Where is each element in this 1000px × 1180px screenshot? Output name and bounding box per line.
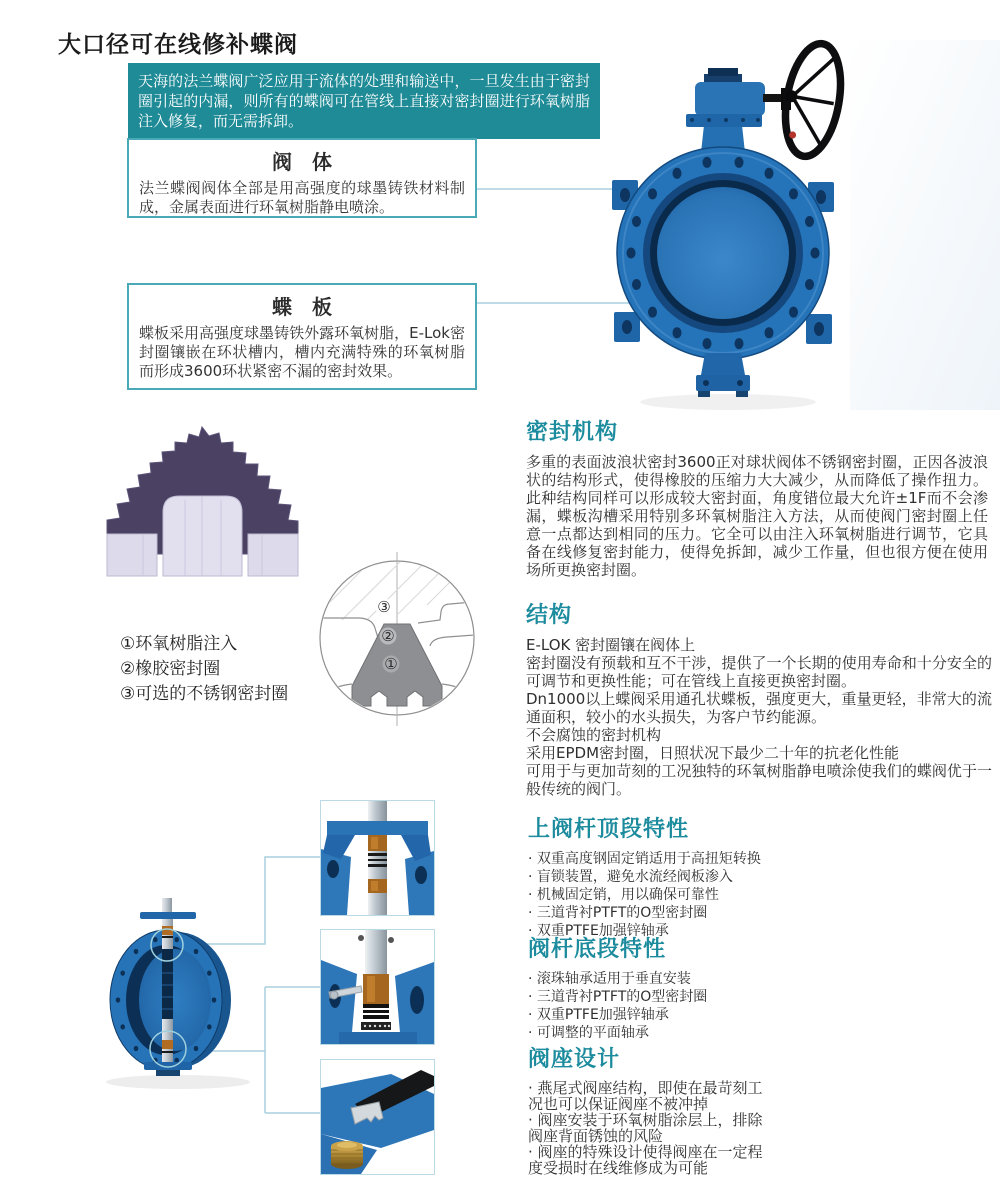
feature-item: · 三道背衬PTFT的O型密封圈 bbox=[528, 988, 988, 1006]
structure-line: 采用EPDM密封圈，日照状况下最少二十年的抗老化性能 bbox=[526, 744, 900, 762]
label-3-icon: ③ bbox=[377, 598, 391, 616]
section-heading: 密封机构 bbox=[526, 420, 619, 445]
legend-item: ①环氧树脂注入 bbox=[120, 634, 238, 654]
feature-item: · 双重高度钢固定销适用于高扭矩转换 bbox=[528, 850, 988, 868]
callout-disc bbox=[127, 283, 477, 390]
butterfly-valve-image bbox=[600, 30, 1000, 420]
feature-item: · 阀座安装于环氧树脂涂层上，排除阀座背面锈蚀的风险 bbox=[528, 1112, 768, 1144]
structure-line: E-LOK 密封圈镶在阀体上 bbox=[526, 636, 696, 654]
callout-disc-text: 蝶板采用高强度球墨铸铁外露环氧树脂，E-Lok密封圈镶嵌在环状槽内，槽内充满特殊的环氧树脂而形成3600环状紧密不漏的密封效果。 bbox=[139, 324, 465, 380]
section-stem-bottom bbox=[528, 932, 988, 1042]
intro-box bbox=[128, 63, 600, 139]
section-heading: 结构 bbox=[526, 603, 573, 628]
section-body: 多重的表面波浪状密封3600正对球状阀体不锈钢密封圈，正因各波浪状的结构形式，使得橡胶的压缩力大大减少，从而降低了操作扭力。此种结构同样可以形成较大密封面，角度错位最大允许±1F而不会渗漏，蝶板沟槽采用特别多环氧树脂注入方法，从而使阀门密封圈上任意一点都达到相同的压力。它全可以由注入环氧树脂进行调节，它具备在线修复密封能力，使得免拆卸，减少工作量，但也很方便在使用场所更换密封圈。 bbox=[526, 453, 988, 579]
structure-line: 密封圈没有预载和互不干涉，提供了一个长期的使用寿命和十分安全的可调节和更换性能；可在管线上直接更换密封圈。 bbox=[526, 654, 992, 690]
detail-seat-image bbox=[320, 1059, 435, 1175]
legend-item: ③可选的不锈钢密封圈 bbox=[120, 684, 289, 704]
callout-valve-body-title: 阀 体 bbox=[272, 150, 332, 174]
feature-item: · 机械固定销，用以确保可靠性 bbox=[528, 886, 988, 904]
seat-detail-diagram bbox=[312, 550, 482, 728]
feature-item: · 双重PTFE加强锌轴承 bbox=[528, 1006, 988, 1024]
feature-item: · 滚珠轴承适用于垂直安装 bbox=[528, 970, 988, 988]
feature-item: · 阀座的特殊设计使得阀座在一定程度受损时在线维修成为可能 bbox=[528, 1144, 768, 1176]
section-seal-mechanism bbox=[526, 415, 988, 579]
feature-item: · 燕尾式阀座结构，即使在最苛刻工况也可以保证阀座不被冲掉 bbox=[528, 1080, 768, 1112]
valve-disc bbox=[657, 187, 789, 319]
label-2-icon: ② bbox=[381, 627, 395, 645]
callout-disc-title: 蝶 板 bbox=[272, 295, 332, 319]
callout-valve-body bbox=[127, 138, 477, 218]
feature-item: · 可调整的平面轴承 bbox=[528, 1024, 988, 1042]
valve-side-view-image bbox=[78, 876, 330, 1094]
intro-text: 天海的法兰蝶阀广泛应用于流体的处理和输送中，一旦发生由于密封圈引起的内漏，则所有的蝶阀可在管线上直接对密封圈进行环氧树脂注入修复，而无需拆卸。 bbox=[138, 72, 590, 130]
detail-bottom-stem-image bbox=[320, 929, 435, 1045]
section-stem-top bbox=[528, 812, 988, 940]
section-heading: 上阀杆顶段特性 bbox=[528, 817, 690, 842]
feature-item: · 双重PTFE加强锌轴承 bbox=[528, 922, 988, 940]
section-heading: 阀座设计 bbox=[528, 1047, 621, 1072]
seal-cross-section-image bbox=[95, 408, 310, 578]
feature-item: · 盲锁装置，避免水流经阀板渗入 bbox=[528, 868, 988, 886]
structure-line: 不会腐蚀的密封机构 bbox=[526, 726, 662, 744]
handwheel bbox=[776, 39, 849, 161]
structure-line: Dn1000以上蝶阀采用通孔状蝶板，强度更大，重量更轻，非常大的流通面积，较小的水头损失，为客户节约能源。 bbox=[526, 690, 992, 726]
seal-legend bbox=[120, 632, 288, 707]
section-structure bbox=[526, 598, 992, 798]
legend-item: ②橡胶密封圈 bbox=[120, 659, 221, 679]
structure-line: 可用于与更加苛刻的工况独特的环氧树脂静电喷涂使我们的蝶阀优于一般传统的阀门。 bbox=[526, 762, 992, 798]
page-title: 大口径可在线修补蝶阀 bbox=[58, 32, 298, 58]
callout-valve-body-text: 法兰蝶阀阀体全部是用高强度的球墨铸铁材料制成，金属表面进行环氧树脂静电喷涂。 bbox=[139, 179, 465, 216]
section-heading: 阀杆底段特性 bbox=[528, 937, 667, 962]
detail-top-stem-image bbox=[320, 800, 435, 916]
feature-item: · 三道背衬PTFT的O型密封圈 bbox=[528, 904, 988, 922]
label-1-icon: ① bbox=[384, 655, 398, 673]
section-seat-design bbox=[528, 1042, 768, 1176]
